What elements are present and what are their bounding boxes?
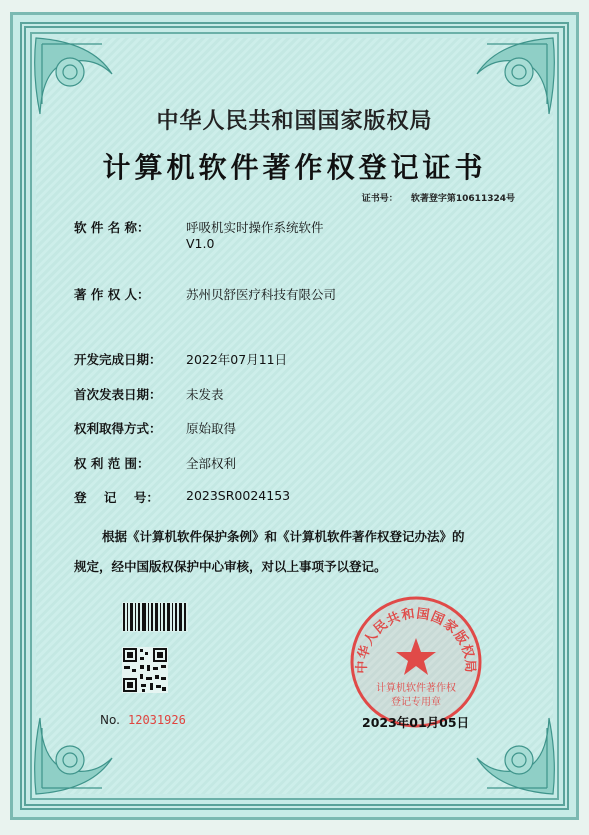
field-value: 2023SR0024153 [186,488,291,503]
qr-code-icon [122,647,168,693]
field-acquisition-method [74,419,236,437]
serial-number: 12031926 [128,713,186,727]
field-label: 软 件 名 称： [74,220,150,235]
certificate-number-value: 软著登字第10611324号 [410,194,515,204]
field-value: 呼吸机实时操作系统软件 [186,220,324,235]
field-value-block [186,218,324,251]
field-label: 著 作 权 人： [74,287,150,302]
field-version: V1.0 [186,236,215,251]
field-label: 开发完成日期： [74,352,162,367]
field-value: 全部权利 [186,456,237,471]
field-value: 未发表 [186,387,224,402]
certificate-title: 计算机软件著作权登记证书 [102,151,487,184]
statement [74,522,524,582]
official-seal-icon [348,594,484,730]
field-copyright-owner [74,285,336,303]
barcode-icon [122,602,188,632]
certificate-number-label: 证书号： [361,194,398,204]
field-rights-scope [74,454,236,472]
field-value: 原始取得 [186,421,237,436]
serial-label: No. [100,713,120,727]
seal-ring-text: 中华人民共和国国家版权局 [354,606,478,674]
statement-line-1: 根据《计算机软件保护条例》和《计算机软件著作权登记办法》的 [102,529,465,544]
field-label: 登 记 号： [74,490,159,505]
field-registration-number [74,488,290,506]
field-label: 首次发表日期： [74,387,162,402]
seal-line-2: 登记专用章 [391,697,441,708]
field-publish-date [74,385,224,403]
field-value: 2022年07月11日 [186,352,288,367]
issue-date: 2023年01月05日 [362,715,470,730]
field-value: 苏州贝舒医疗科技有限公司 [186,287,337,302]
field-completion-date [74,350,287,368]
field-label: 权利取得方式： [74,421,162,436]
field-software-name [74,218,324,251]
statement-line-2: 规定，经中国版权保护中心审核，对以上事项予以登记。 [74,559,387,574]
field-label: 权 利 范 围： [74,456,150,471]
certificate-number [362,191,515,204]
issuer-title: 中华人民共和国国家版权局 [156,108,433,134]
seal-line-1: 计算机软件著作权 [376,683,456,694]
